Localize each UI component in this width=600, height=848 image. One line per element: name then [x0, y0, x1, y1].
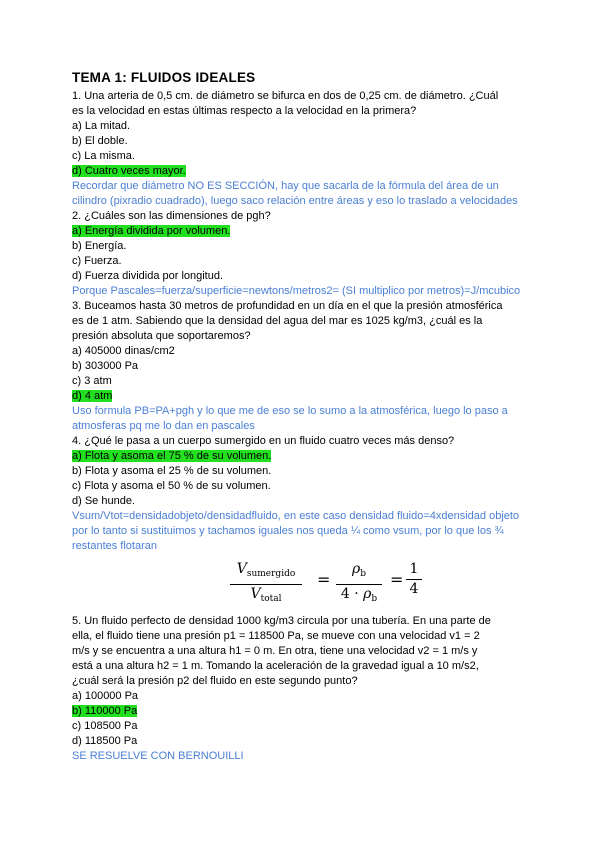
question-2 — [72, 209, 534, 299]
answer-option: c) 108500 Pa — [72, 720, 138, 732]
formula-symbol: ρ — [352, 561, 361, 577]
explanation-note: SE RESUELVE CON BERNOUILLI — [72, 750, 244, 762]
question-3 — [72, 299, 534, 434]
question-stem: 2. ¿Cuáles son las dimensiones de pgh? — [72, 210, 271, 222]
correct-answer-highlight: a) Flota y asoma el 75 % de su volumen. — [72, 450, 272, 462]
explanation-note: atmosferas pq me lo dan en pascales — [72, 420, 255, 432]
answer-option: d) Se hunde. — [72, 495, 135, 507]
correct-answer-highlight: d) Cuatro veces mayor. — [72, 165, 186, 177]
explanation-note: cilindro (pixradio cuadrado), luego saco relación entre áreas y eso lo traslado a velocidades — [72, 195, 518, 207]
page-title: TEMA 1: FLUIDOS IDEALES — [72, 70, 256, 85]
formula-subscript: total — [260, 594, 282, 604]
formula-symbol: ρ — [363, 586, 372, 602]
question-stem: 1. Una arteria de 0,5 cm. de diámetro se bifurca en dos de 0,25 cm. de diámetro. ¿Cuál — [72, 90, 499, 102]
formula-prefix: 4 · — [340, 586, 364, 602]
explanation-note: Uso formula PB=PA+pgh y lo que me de eso se lo sumo a la atmosférica, luego lo paso a — [72, 405, 508, 417]
formula-subscript: b — [371, 594, 378, 604]
correct-answer-highlight: b) 110000 Pa — [72, 705, 138, 717]
explanation-note: Recordar que diámetro NO ES SECCIÓN, hay que sacarla de la fórmula del área de un — [72, 180, 499, 192]
correct-answer-highlight: d) 4 atm — [72, 390, 113, 402]
question-stem: 5. Un fluido perfecto de densidad 1000 kg/m3 circula por una tubería. En una parte de — [72, 615, 491, 627]
buoyancy-formula — [72, 560, 534, 610]
formula-symbol: V — [250, 586, 261, 602]
explanation-note: Vsum/Vtot=densidadobjeto/densidadfluido, en este caso densidad fluido=4xdensidad objeto — [72, 510, 520, 522]
result-fraction — [406, 562, 422, 597]
question-stem: es la velocidad en estas últimas respecto a la velocidad en la primera? — [72, 105, 417, 117]
formula-subscript: sumergido — [246, 569, 296, 579]
volume-fraction — [230, 562, 302, 607]
explanation-note: restantes flotaran — [72, 540, 157, 552]
question-stem: m/s y se encuentra a una altura h1 = 0 m. En otra, tiene una velocidad v2 = 1 m/s y — [72, 645, 478, 657]
formula-subscript: b — [360, 569, 366, 579]
answer-option: c) La misma. — [72, 150, 135, 162]
question-4 — [72, 434, 534, 610]
answer-option: b) Energía. — [72, 240, 127, 252]
answer-option: c) 3 atm — [72, 375, 112, 387]
answer-option: c) Fuerza. — [72, 255, 122, 267]
answer-option: a) La mitad. — [72, 120, 131, 132]
answer-option: d) Fuerza dividida por longitud. — [72, 270, 224, 282]
question-stem: es de 1 atm. Sabiendo que la densidad del agua del mar es 1025 kg/m3, ¿cuál es la — [72, 315, 483, 327]
explanation-note: por lo tanto si sustituimos y tachamos iguales nos queda ¼ como vsum, por lo que los ¾ — [72, 525, 504, 537]
question-stem: presión absoluta que soportaremos? — [72, 330, 251, 342]
correct-answer-highlight: a) Energía dividida por volumen. — [72, 225, 231, 237]
question-stem: está a una altura h2 = 1 m. Tomando la aceleración de la gravedad igual a 10 m/s2, — [72, 660, 479, 672]
document-body — [72, 89, 534, 764]
answer-option: a) 405000 dinas/cm2 — [72, 345, 175, 357]
question-1 — [72, 89, 534, 209]
result-numerator: 1 — [409, 561, 419, 577]
answer-option: d) 118500 Pa — [72, 735, 138, 747]
result-denominator: 4 — [409, 581, 419, 597]
question-5 — [72, 614, 534, 764]
answer-option: b) 303000 Pa — [72, 360, 139, 372]
question-stem: ella, el fluido tiene una presión p1 = 118500 Pa, se mueve con una velocidad v1 = 2 — [72, 630, 480, 642]
answer-option: b) El doble. — [72, 135, 128, 147]
explanation-note: Porque Pascales=fuerza/superficie=newtons/metros2= (SI multiplico por metros)=J/mcubico — [72, 285, 521, 297]
question-stem: 4. ¿Qué le pasa a un cuerpo sumergido en un fluido cuatro veces más denso? — [72, 435, 455, 447]
answer-option: b) Flota y asoma el 25 % de su volumen. — [72, 465, 272, 477]
question-stem: 3. Buceamos hasta 30 metros de profundidad en un día en el que la presión atmosférica — [72, 300, 503, 312]
answer-option: a) 100000 Pa — [72, 690, 139, 702]
question-stem: ¿cuál será la presión p2 del fluido en este segundo punto? — [72, 675, 358, 687]
density-fraction — [336, 562, 382, 607]
formula-symbol: V — [236, 561, 247, 577]
formula-equals: = — [317, 570, 331, 589]
formula-equals: = — [390, 570, 404, 589]
answer-option: c) Flota y asoma el 50 % de su volumen. — [72, 480, 271, 492]
